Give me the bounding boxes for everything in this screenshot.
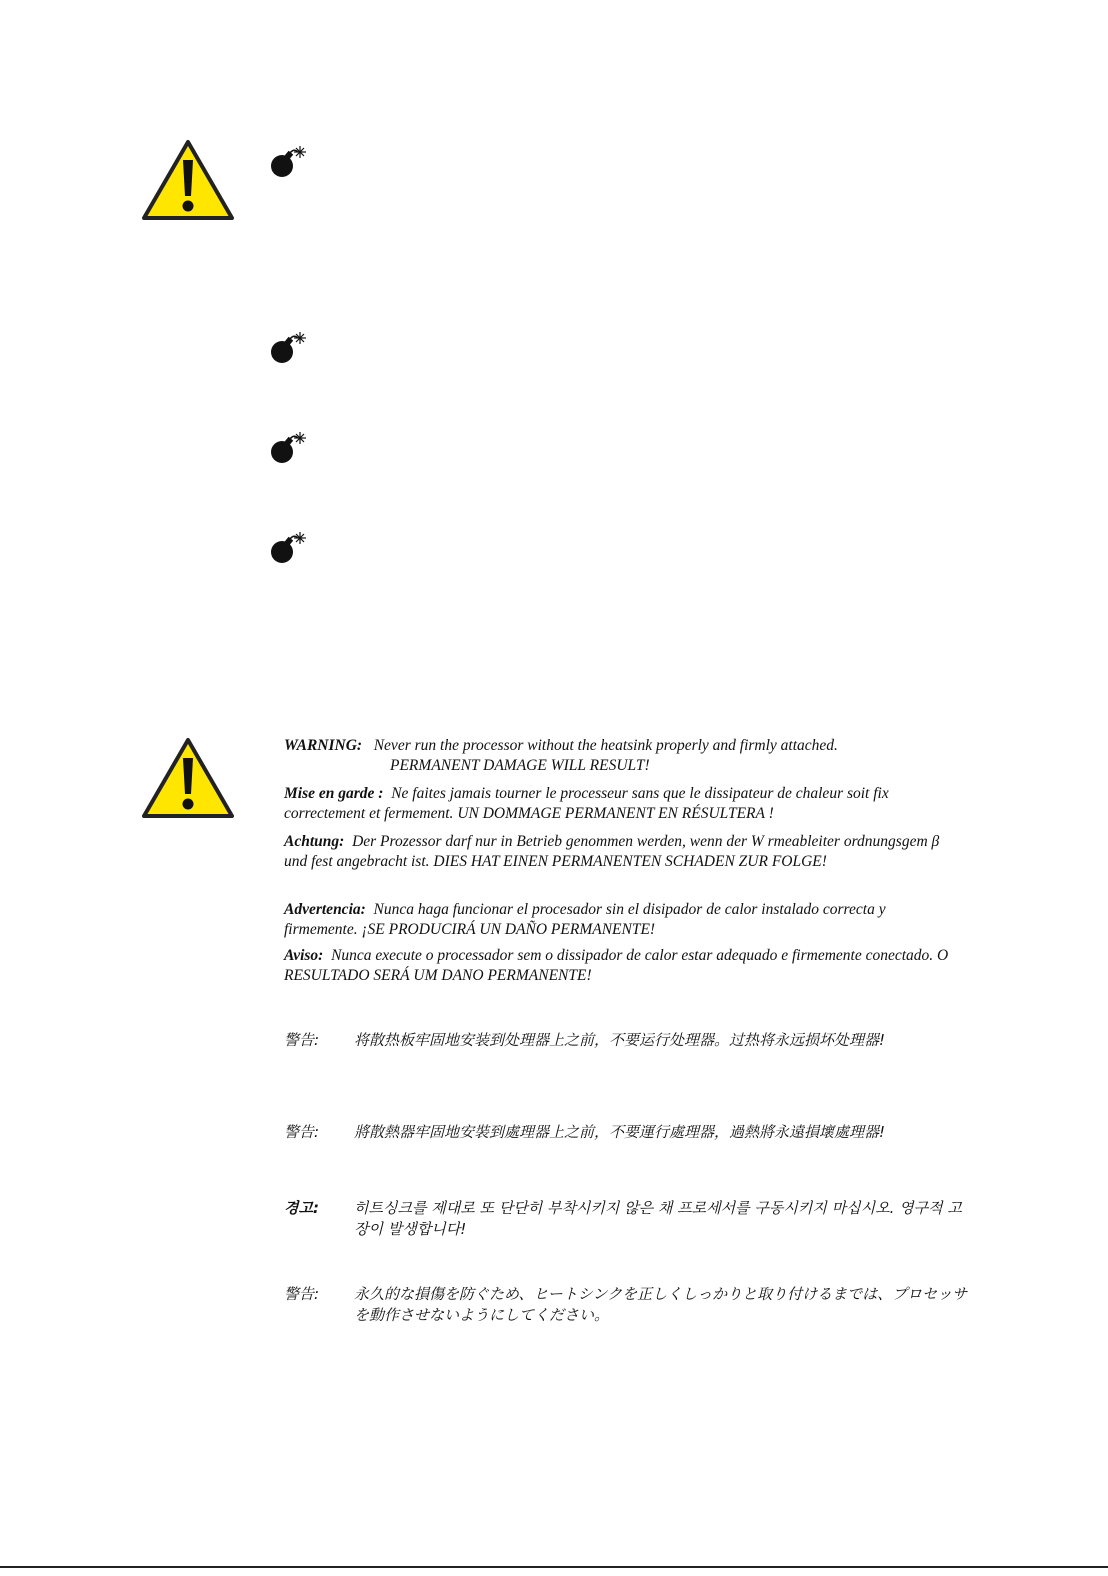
warning-emphasis: UN DOMMAGE PERMANENT EN RÉSULTERA ! (457, 805, 774, 822)
warning-label: 警告: (284, 1285, 320, 1303)
warning-label: WARNING: (284, 737, 363, 754)
bomb-icon (268, 330, 308, 366)
warning-en (284, 736, 960, 776)
footer-rule (0, 1566, 1108, 1568)
warning-emphasis: DIES HAT EINEN PERMANENTEN SCHADEN ZUR FOLGE! (433, 853, 827, 870)
warning-text: Nunca haga funcionar el procesador sin el disipador de calor instalado correcta y firmemente. (284, 901, 886, 938)
warning-text: Nunca execute o processador sem o dissipador de calor estar adequado e firmemente conectado. (331, 947, 934, 964)
bomb-icon (268, 530, 308, 566)
warning-pt (284, 946, 960, 986)
warning-label: 警告: (284, 1031, 320, 1049)
warning-text: 히트싱크를 제대로 또 단단히 부착시키지 않은 채 프로세서를 구동시키지 마십시오. 영구적 고장이 발생합니다! (354, 1199, 962, 1238)
bomb-icon (268, 144, 308, 180)
warning-fr (284, 784, 960, 824)
warning-triangle-icon (140, 138, 236, 222)
bomb-icon (268, 430, 308, 466)
warning-de (284, 832, 960, 872)
warning-ja (284, 1284, 984, 1330)
warning-emphasis: PERMANENT DAMAGE WILL RESULT! (390, 757, 650, 774)
warning-zh-cn (284, 1030, 984, 1054)
warning-triangle-icon (140, 736, 236, 820)
warning-ko (284, 1198, 984, 1244)
warning-text: 將散熱器牢固地安裝到處理器上之前，不要運行處理器，過熱將永遠損壞處理器! (354, 1123, 886, 1141)
warning-text: Der Prozessor darf nur in Betrieb genommen werden, wenn der W rmeableiter ordnungsgem β und fest angebracht ist. (284, 833, 940, 870)
warning-es (284, 900, 960, 940)
warning-text: 永久的な損傷を防ぐため、ヒートシンクを正しくしっかりと取り付けるまでは、プロセッサを動作させないようにしてください。 (354, 1285, 968, 1324)
warning-zh-tw (284, 1122, 984, 1146)
warning-label: 경고: (284, 1199, 319, 1217)
warning-label: Advertencia: (284, 901, 366, 918)
warning-label: Aviso: (284, 947, 324, 964)
warning-text: Never run the processor without the heatsink properly and firmly attached. (373, 737, 838, 754)
warning-emphasis: O RESULTADO SERÁ UM DANO PERMANENTE! (284, 947, 949, 984)
warning-label: 警告: (284, 1123, 320, 1141)
warning-emphasis: ¡SE PRODUCIRÁ UN DAÑO PERMANENTE! (361, 921, 656, 938)
warning-label: Mise en garde : (284, 785, 384, 802)
warning-text: Ne faites jamais tourner le processeur sans que le dissipateur de chaleur soit fix correctement et fermement. (284, 785, 889, 822)
warning-label: Achtung: (284, 833, 345, 850)
warning-text: 将散热板牢固地安装到处理器上之前，不要运行处理器。过热将永远损坏处理器! (354, 1031, 886, 1049)
